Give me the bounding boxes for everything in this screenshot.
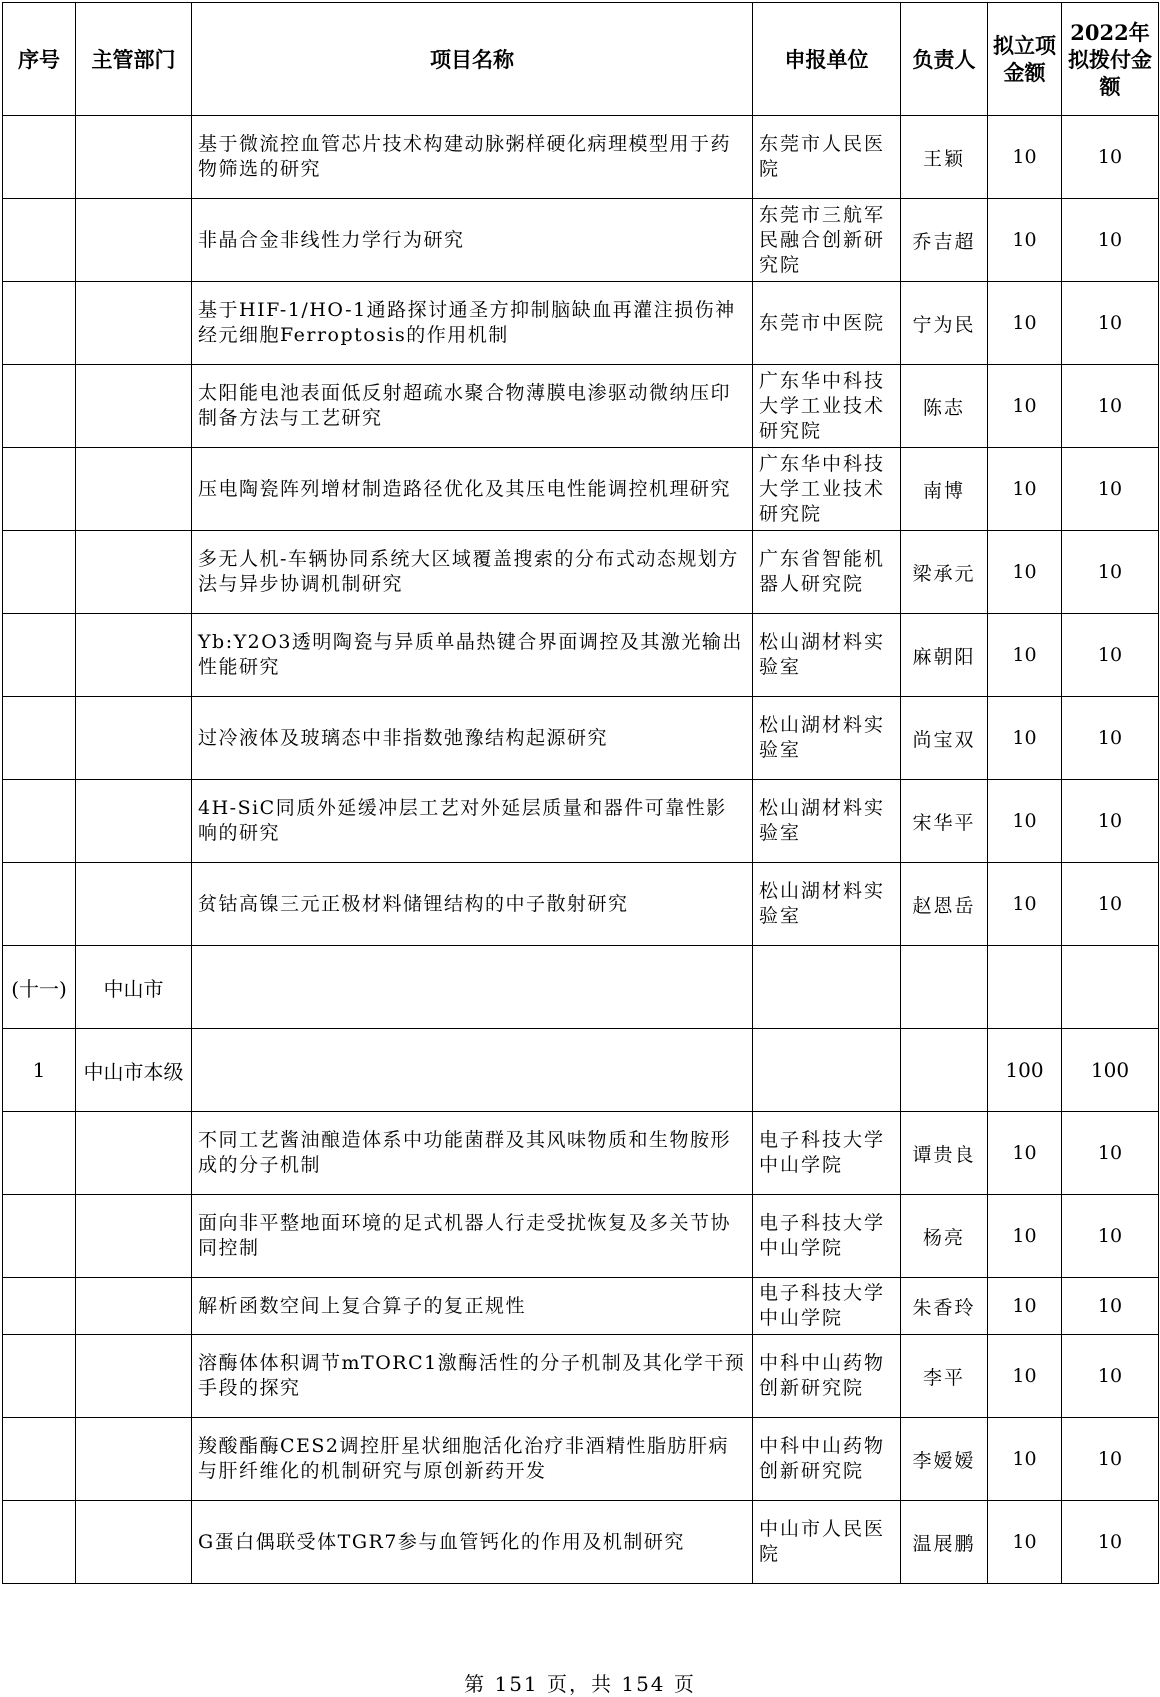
cell-amount: 10 xyxy=(988,1418,1062,1501)
table-row xyxy=(3,282,1159,365)
cell-dept xyxy=(76,282,192,365)
cell-unit: 电子科技大学中山学院 xyxy=(753,1112,901,1195)
cell-amount-2022: 10 xyxy=(1062,863,1159,946)
cell-seq xyxy=(3,282,76,365)
cell-amount-2022: 10 xyxy=(1062,365,1159,448)
cell-amount-2022: 10 xyxy=(1062,448,1159,531)
cell-dept: 中山市本级 xyxy=(76,1029,192,1112)
cell-seq xyxy=(3,116,76,199)
cell-dept: 中山市 xyxy=(76,946,192,1029)
cell-amount: 10 xyxy=(988,282,1062,365)
table-row xyxy=(3,365,1159,448)
cell-dept xyxy=(76,697,192,780)
cell-amount: 10 xyxy=(988,614,1062,697)
cell-unit: 东莞市三航军民融合创新研究院 xyxy=(753,199,901,282)
table-body xyxy=(3,116,1159,1584)
cell-person: 王颖 xyxy=(901,116,988,199)
cell-amount-2022: 10 xyxy=(1062,1335,1159,1418)
table-row xyxy=(3,1112,1159,1195)
header-unit: 申报单位 xyxy=(753,3,901,116)
cell-unit: 松山湖材料实验室 xyxy=(753,614,901,697)
cell-dept xyxy=(76,1501,192,1584)
cell-amount: 10 xyxy=(988,365,1062,448)
cell-amount-2022: 10 xyxy=(1062,282,1159,365)
cell-amount: 100 xyxy=(988,1029,1062,1112)
cell-seq xyxy=(3,614,76,697)
table-row xyxy=(3,199,1159,282)
cell-dept xyxy=(76,1335,192,1418)
table-row xyxy=(3,1418,1159,1501)
cell-project-name: 压电陶瓷阵列增材制造路径优化及其压电性能调控机理研究 xyxy=(192,448,753,531)
cell-person: 南博 xyxy=(901,448,988,531)
cell-person: 梁承元 xyxy=(901,531,988,614)
table-header-row xyxy=(3,3,1159,116)
cell-seq xyxy=(3,863,76,946)
table-row xyxy=(3,1029,1159,1112)
cell-seq xyxy=(3,199,76,282)
cell-amount-2022: 10 xyxy=(1062,1112,1159,1195)
cell-seq xyxy=(3,1501,76,1584)
cell-amount: 10 xyxy=(988,697,1062,780)
cell-amount: 10 xyxy=(988,863,1062,946)
cell-seq xyxy=(3,1195,76,1278)
cell-project-name: 解析函数空间上复合算子的复正规性 xyxy=(192,1278,753,1335)
cell-person: 陈志 xyxy=(901,365,988,448)
cell-amount: 10 xyxy=(988,531,1062,614)
header-amount-2022: 2022年拟拨付金额 xyxy=(1062,3,1159,116)
cell-amount-2022: 10 xyxy=(1062,697,1159,780)
cell-seq xyxy=(3,1278,76,1335)
cell-amount: 10 xyxy=(988,199,1062,282)
cell-amount-2022 xyxy=(1062,946,1159,1029)
cell-person: 赵恩岳 xyxy=(901,863,988,946)
cell-amount: 10 xyxy=(988,1195,1062,1278)
cell-seq xyxy=(3,531,76,614)
cell-amount-2022: 10 xyxy=(1062,614,1159,697)
cell-unit: 广东华中科技大学工业技术研究院 xyxy=(753,448,901,531)
cell-unit: 松山湖材料实验室 xyxy=(753,780,901,863)
cell-unit: 松山湖材料实验室 xyxy=(753,697,901,780)
cell-unit: 中科中山药物创新研究院 xyxy=(753,1418,901,1501)
header-seq: 序号 xyxy=(3,3,76,116)
cell-seq xyxy=(3,1112,76,1195)
cell-seq xyxy=(3,448,76,531)
cell-unit: 东莞市中医院 xyxy=(753,282,901,365)
cell-amount: 10 xyxy=(988,1335,1062,1418)
cell-amount: 10 xyxy=(988,1112,1062,1195)
cell-amount-2022: 10 xyxy=(1062,1501,1159,1584)
header-person: 负责人 xyxy=(901,3,988,116)
table-row xyxy=(3,946,1159,1029)
cell-project-name: 过冷液体及玻璃态中非指数弛豫结构起源研究 xyxy=(192,697,753,780)
cell-amount: 10 xyxy=(988,780,1062,863)
cell-amount: 10 xyxy=(988,1501,1062,1584)
cell-project-name: 非晶合金非线性力学行为研究 xyxy=(192,199,753,282)
cell-project-name: 贫钴高镍三元正极材料储锂结构的中子散射研究 xyxy=(192,863,753,946)
cell-unit: 东莞市人民医院 xyxy=(753,116,901,199)
cell-dept xyxy=(76,116,192,199)
cell-seq xyxy=(3,365,76,448)
cell-unit: 中科中山药物创新研究院 xyxy=(753,1335,901,1418)
header-dept: 主管部门 xyxy=(76,3,192,116)
cell-seq: 1 xyxy=(3,1029,76,1112)
cell-amount-2022: 100 xyxy=(1062,1029,1159,1112)
cell-project-name: 不同工艺酱油酿造体系中功能菌群及其风味物质和生物胺形成的分子机制 xyxy=(192,1112,753,1195)
table-row xyxy=(3,1335,1159,1418)
cell-unit xyxy=(753,1029,901,1112)
cell-amount-2022: 10 xyxy=(1062,1195,1159,1278)
cell-dept xyxy=(76,531,192,614)
cell-seq xyxy=(3,1418,76,1501)
table-row xyxy=(3,1278,1159,1335)
cell-person xyxy=(901,1029,988,1112)
cell-unit xyxy=(753,946,901,1029)
header-amount: 拟立项金额 xyxy=(988,3,1062,116)
table-row xyxy=(3,116,1159,199)
cell-dept xyxy=(76,448,192,531)
table-row xyxy=(3,697,1159,780)
cell-person xyxy=(901,946,988,1029)
cell-person: 杨亮 xyxy=(901,1195,988,1278)
table-row xyxy=(3,863,1159,946)
cell-project-name: 羧酸酯酶CES2调控肝星状细胞活化治疗非酒精性脂肪肝病与肝纤维化的机制研究与原创新药开发 xyxy=(192,1418,753,1501)
cell-project-name xyxy=(192,1029,753,1112)
cell-dept xyxy=(76,614,192,697)
cell-unit: 松山湖材料实验室 xyxy=(753,863,901,946)
cell-project-name: 4H-SiC同质外延缓冲层工艺对外延层质量和器件可靠性影响的研究 xyxy=(192,780,753,863)
cell-dept xyxy=(76,863,192,946)
cell-person: 温展鹏 xyxy=(901,1501,988,1584)
cell-person: 朱香玲 xyxy=(901,1278,988,1335)
cell-unit: 广东华中科技大学工业技术研究院 xyxy=(753,365,901,448)
cell-project-name: G蛋白偶联受体TGR7参与血管钙化的作用及机制研究 xyxy=(192,1501,753,1584)
cell-seq xyxy=(3,780,76,863)
table-row xyxy=(3,531,1159,614)
cell-project-name xyxy=(192,946,753,1029)
cell-project-name: 太阳能电池表面低反射超疏水聚合物薄膜电渗驱动微纳压印制备方法与工艺研究 xyxy=(192,365,753,448)
cell-person: 李平 xyxy=(901,1335,988,1418)
cell-amount-2022: 10 xyxy=(1062,531,1159,614)
cell-unit: 广东省智能机器人研究院 xyxy=(753,531,901,614)
table-row xyxy=(3,1501,1159,1584)
cell-amount: 10 xyxy=(988,116,1062,199)
cell-amount: 10 xyxy=(988,448,1062,531)
cell-seq: (十一) xyxy=(3,946,76,1029)
cell-dept xyxy=(76,1195,192,1278)
cell-unit: 电子科技大学中山学院 xyxy=(753,1195,901,1278)
cell-dept xyxy=(76,780,192,863)
cell-person: 李嫒嫒 xyxy=(901,1418,988,1501)
cell-project-name: Yb:Y2O3透明陶瓷与异质单晶热键合界面调控及其激光输出性能研究 xyxy=(192,614,753,697)
cell-dept xyxy=(76,1278,192,1335)
cell-project-name: 面向非平整地面环境的足式机器人行走受扰恢复及多关节协同控制 xyxy=(192,1195,753,1278)
cell-amount: 10 xyxy=(988,1278,1062,1335)
cell-amount-2022: 10 xyxy=(1062,116,1159,199)
cell-dept xyxy=(76,365,192,448)
cell-amount xyxy=(988,946,1062,1029)
page-footer: 第 151 页，共 154 页 xyxy=(464,1672,696,1696)
project-table xyxy=(2,2,1159,1584)
table-row xyxy=(3,448,1159,531)
table-row xyxy=(3,780,1159,863)
cell-dept xyxy=(76,1418,192,1501)
cell-unit: 电子科技大学中山学院 xyxy=(753,1278,901,1335)
cell-amount-2022: 10 xyxy=(1062,1278,1159,1335)
table-row xyxy=(3,1195,1159,1278)
cell-person: 谭贵良 xyxy=(901,1112,988,1195)
cell-seq xyxy=(3,697,76,780)
cell-dept xyxy=(76,1112,192,1195)
cell-project-name: 基于微流控血管芯片技术构建动脉粥样硬化病理模型用于药物筛选的研究 xyxy=(192,116,753,199)
cell-person: 宁为民 xyxy=(901,282,988,365)
cell-seq xyxy=(3,1335,76,1418)
cell-amount-2022: 10 xyxy=(1062,1418,1159,1501)
cell-person: 尚宝双 xyxy=(901,697,988,780)
header-name: 项目名称 xyxy=(192,3,753,116)
cell-amount-2022: 10 xyxy=(1062,780,1159,863)
cell-person: 麻朝阳 xyxy=(901,614,988,697)
cell-unit: 中山市人民医院 xyxy=(753,1501,901,1584)
cell-person: 宋华平 xyxy=(901,780,988,863)
table-row xyxy=(3,614,1159,697)
cell-project-name: 基于HIF-1/HO-1通路探讨通圣方抑制脑缺血再灌注损伤神经元细胞Ferroptosis的作用机制 xyxy=(192,282,753,365)
cell-project-name: 多无人机-车辆协同系统大区域覆盖搜索的分布式动态规划方法与异步协调机制研究 xyxy=(192,531,753,614)
cell-amount-2022: 10 xyxy=(1062,199,1159,282)
cell-project-name: 溶酶体体积调节mTORC1激酶活性的分子机制及其化学干预手段的探究 xyxy=(192,1335,753,1418)
cell-dept xyxy=(76,199,192,282)
cell-person: 乔吉超 xyxy=(901,199,988,282)
